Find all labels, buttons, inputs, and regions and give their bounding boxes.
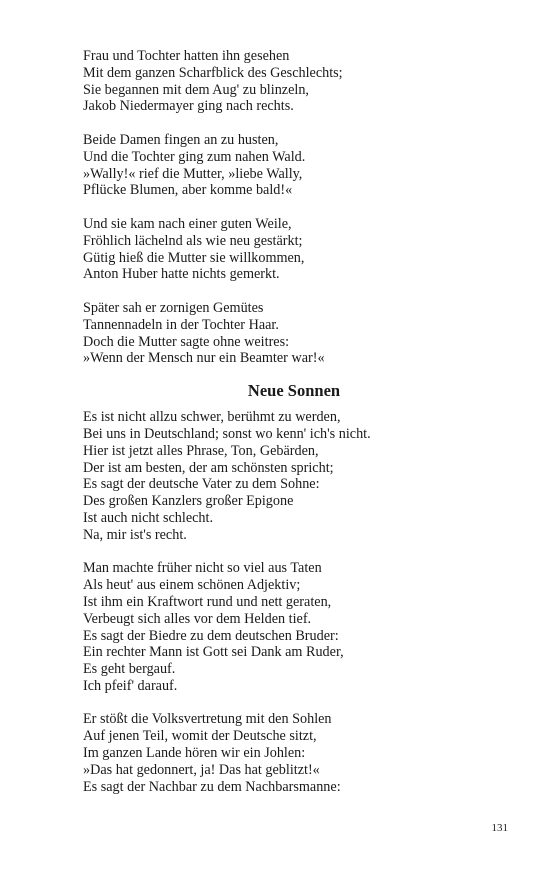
stanza <box>83 216 513 283</box>
verse-line: Beide Damen fingen an zu husten, <box>83 131 279 148</box>
verse-line: Als heut' aus einem schönen Adjektiv; <box>83 577 301 594</box>
verse-line: Ich pfeif' darauf. <box>83 677 178 694</box>
verse-line: Sie begannen mit dem Aug' zu blinzeln, <box>83 81 309 98</box>
verse-line: »Wally!« rief die Mutter, »liebe Wally, <box>83 165 303 182</box>
verse-line: Man machte früher nicht so viel aus Taten <box>83 560 322 577</box>
verse-line: Ist auch nicht schlecht. <box>83 509 214 526</box>
verse-line: Fröhlich lächelnd als wie neu gestärkt; <box>83 232 303 249</box>
verse-line: Es geht bergauf. <box>83 661 176 678</box>
verse-line: Verbeugt sich alles vor dem Helden tief. <box>83 610 312 627</box>
verse-line: Jakob Niedermayer ging nach rechts. <box>83 98 294 115</box>
verse-line: Er stößt die Volksvertretung mit den Sohlen <box>83 711 332 728</box>
verse-line: »Wenn der Mensch nur ein Beamter war!« <box>83 350 325 367</box>
verse-line: Des großen Kanzlers großer Epigone <box>83 493 294 510</box>
stanza <box>83 300 513 367</box>
poem-continued <box>83 48 513 367</box>
verse-line: Frau und Tochter hatten ihn gesehen <box>83 48 290 64</box>
verse-line: Es ist nicht allzu schwer, berühmt zu werden, <box>83 409 341 426</box>
verse-line: Es sagt der Nachbar zu dem Nachbarsmanne: <box>83 778 341 795</box>
stanza <box>83 711 513 795</box>
verse-line: Und sie kam nach einer guten Weile, <box>83 215 292 232</box>
verse-line: Anton Huber hatte nichts gemerkt. <box>83 266 280 283</box>
verse-line: Später sah er zornigen Gemütes <box>83 299 264 316</box>
verse-line: Mit dem ganzen Scharfblick des Geschlechts; <box>83 64 343 81</box>
page-number: 131 <box>491 822 508 834</box>
stanza <box>83 409 513 543</box>
verse-line: Tannennadeln in der Tochter Haar. <box>83 316 279 333</box>
verse-line: Hier ist jetzt alles Phrase, Ton, Gebärden, <box>83 442 319 459</box>
verse-line: Es sagt der deutsche Vater zu dem Sohne: <box>83 476 320 493</box>
verse-line: Pflücke Blumen, aber komme bald!« <box>83 182 293 199</box>
stanza <box>83 48 513 115</box>
verse-line: Ein rechter Mann ist Gott sei Dank am Ruder, <box>83 644 344 661</box>
poem-title: Neue Sonnen <box>247 381 341 401</box>
poem-neue-sonnen <box>83 409 513 795</box>
page-body <box>83 48 513 795</box>
verse-line: Der ist am besten, der am schönsten spricht; <box>83 459 334 476</box>
stanza <box>83 132 513 199</box>
stanza <box>83 560 513 694</box>
verse-line: Na, mir ist's recht. <box>83 526 187 543</box>
verse-line: Bei uns in Deutschland; sonst wo kenn' ich's nicht. <box>83 425 371 442</box>
verse-line: Es sagt der Biedre zu dem deutschen Bruder: <box>83 627 339 644</box>
verse-line: »Das hat gedonnert, ja! Das hat geblitzt!« <box>83 761 320 778</box>
verse-line: Im ganzen Lande hören wir ein Johlen: <box>83 745 306 762</box>
verse-line: Auf jenen Teil, womit der Deutsche sitzt, <box>83 728 317 745</box>
verse-line: Ist ihm ein Kraftwort rund und nett geraten, <box>83 593 332 610</box>
verse-line: Gütig hieß die Mutter sie willkommen, <box>83 249 305 266</box>
verse-line: Und die Tochter ging zum nahen Wald. <box>83 148 306 165</box>
verse-line: Doch die Mutter sagte ohne weitres: <box>83 333 290 350</box>
